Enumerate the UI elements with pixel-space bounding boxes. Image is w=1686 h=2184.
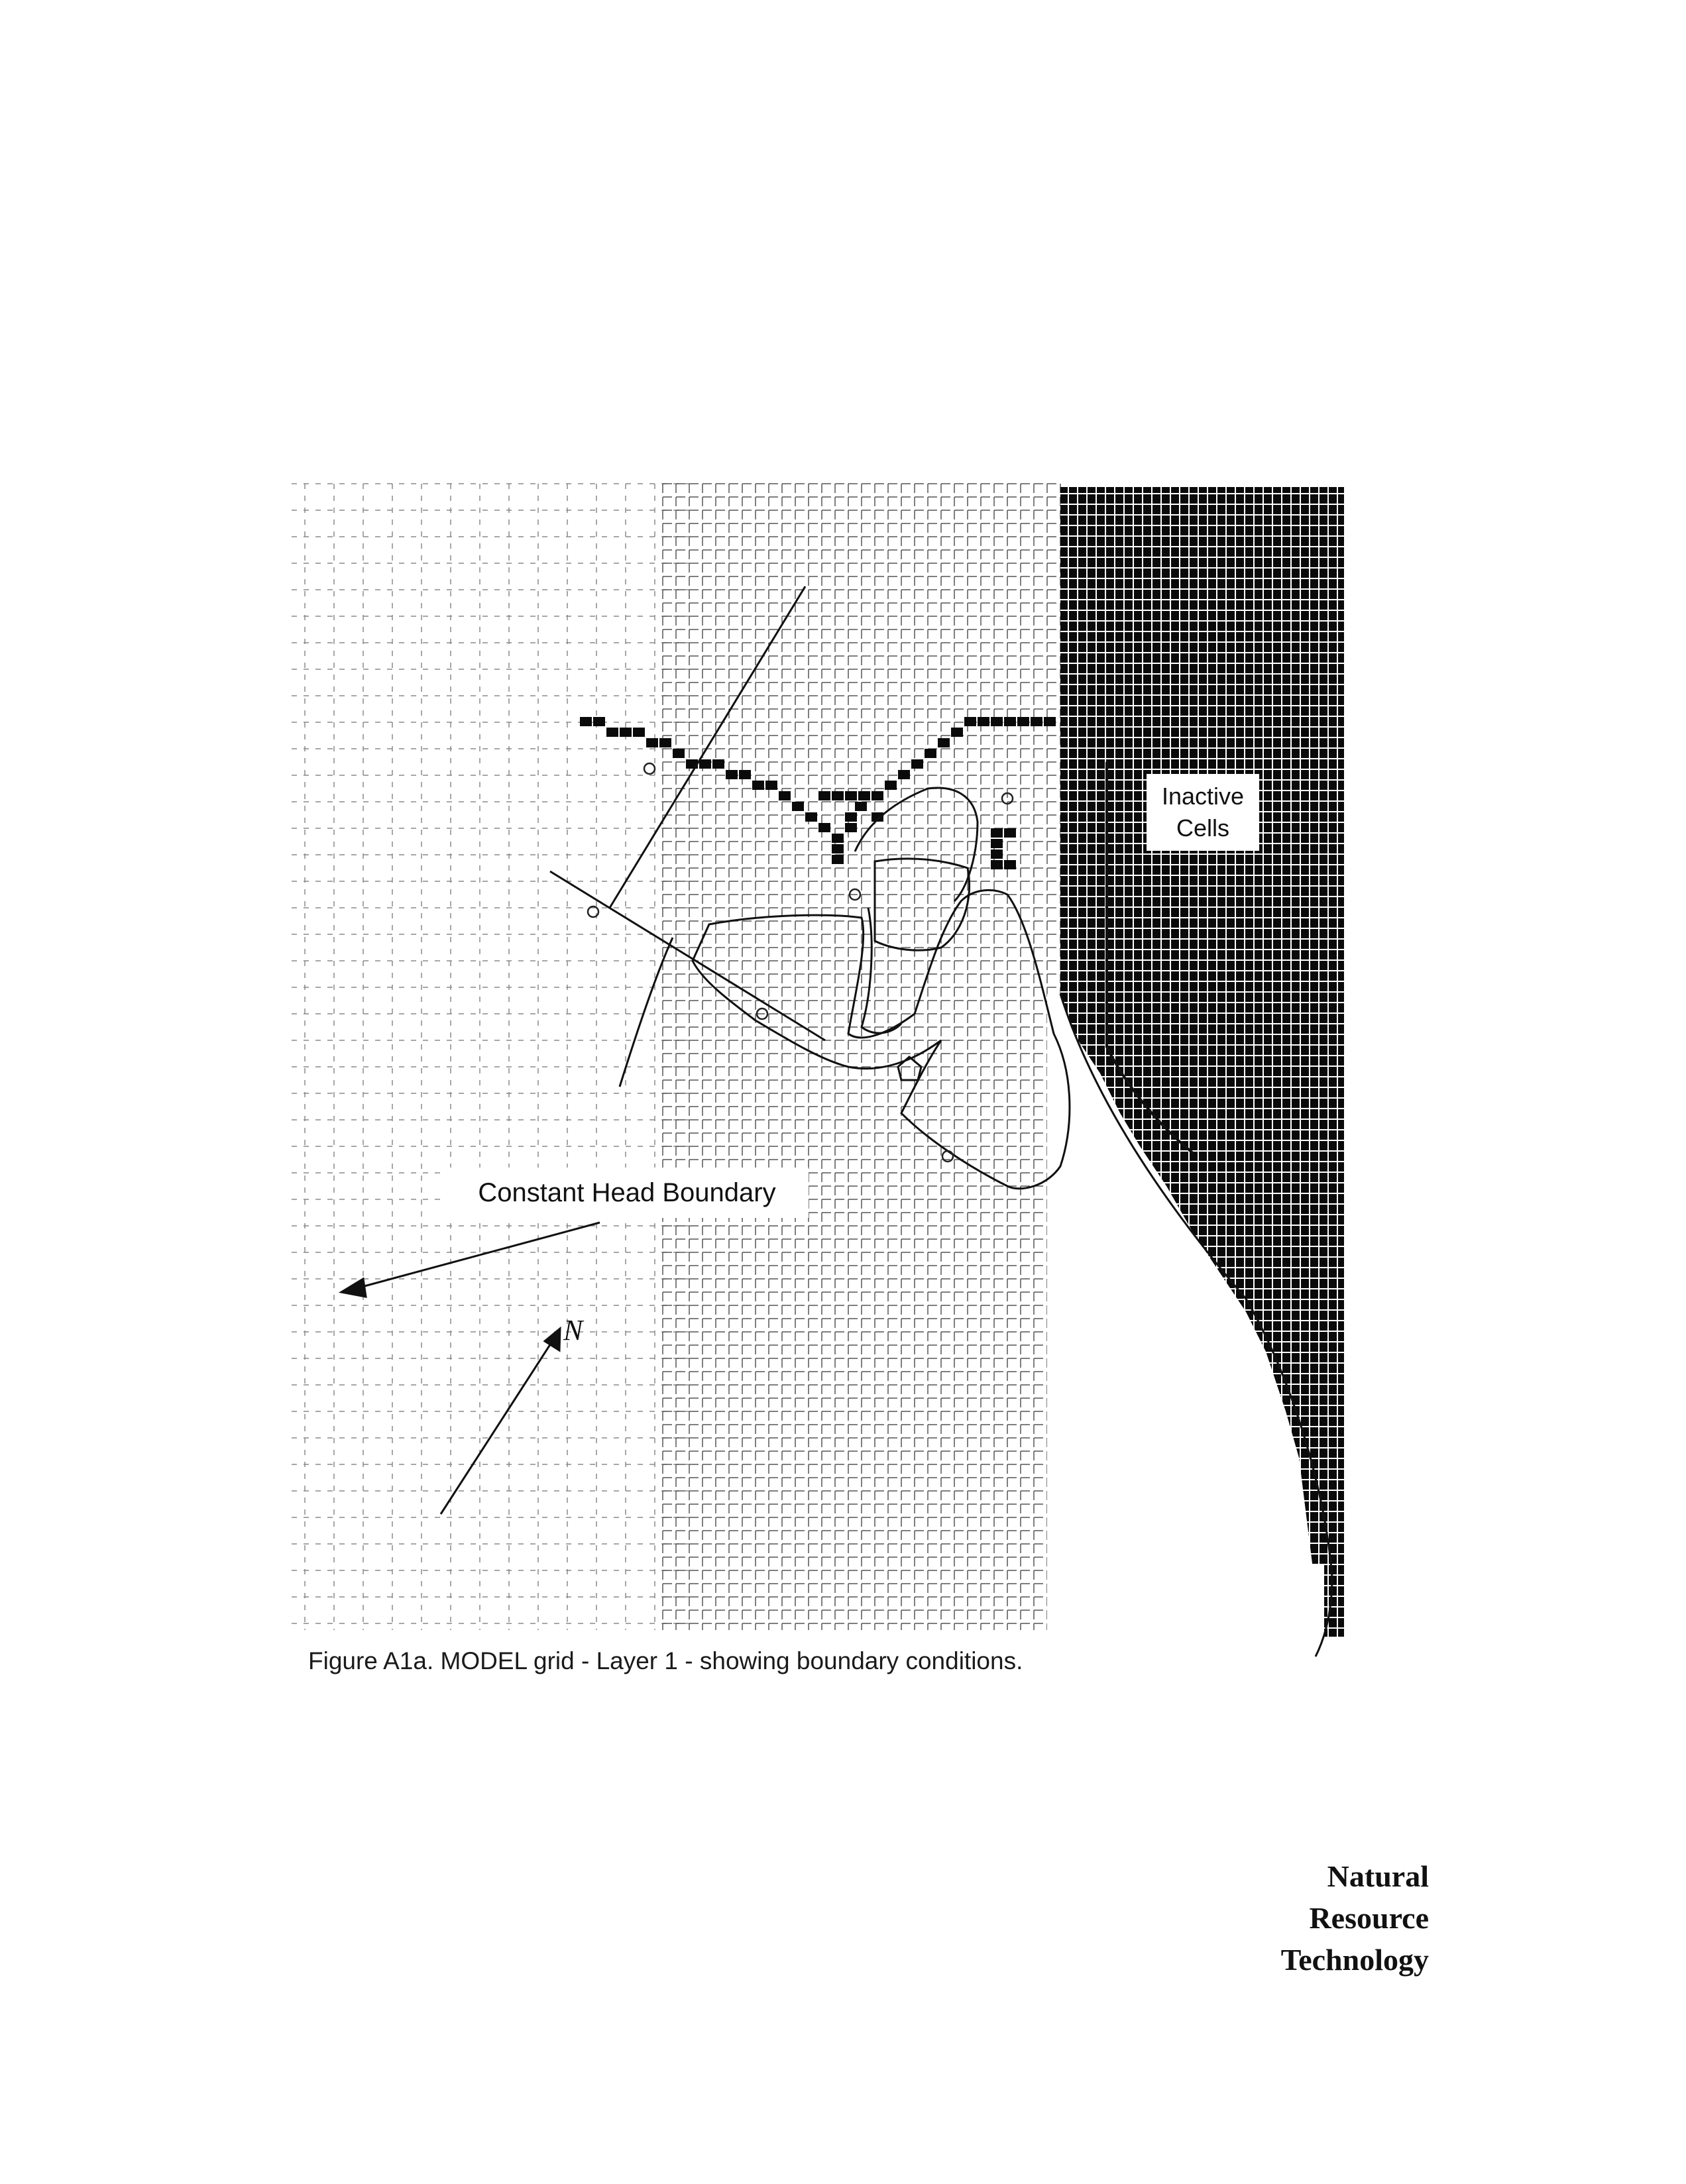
river-line (620, 938, 673, 1087)
company-logo-text (1281, 1855, 1429, 1981)
logo-line-1: Natural (1327, 1859, 1429, 1893)
inactive-label-line1: Inactive (1161, 783, 1245, 810)
river-cell (925, 749, 936, 758)
river-cell (752, 781, 764, 790)
inactive-cells-label (1147, 774, 1259, 851)
river-cell (871, 791, 883, 800)
river-cell (951, 728, 963, 737)
transect-line-1 (610, 586, 805, 908)
ash-basin-outline (855, 788, 978, 901)
river-cell (885, 781, 897, 790)
model-grid-refined (663, 484, 1060, 1630)
north-arrow-line (441, 1338, 554, 1514)
river-cell (792, 802, 804, 811)
constant-head-boundary-label: Constant Head Boundary (445, 1168, 809, 1218)
river-cell (991, 828, 1003, 838)
river-cell (805, 812, 817, 822)
river-cell (726, 770, 738, 779)
river-cell (1044, 717, 1056, 726)
river-boundary-cells (580, 717, 1056, 869)
river-cell (911, 759, 923, 769)
transect-line-2 (550, 871, 825, 1040)
well-markers (588, 763, 1013, 1162)
logo-line-2: Resource (1309, 1901, 1429, 1935)
river-cell (699, 759, 711, 769)
pond-outline (875, 859, 970, 950)
river-cell (978, 717, 989, 726)
well-marker (644, 763, 655, 774)
river-cell (818, 823, 830, 832)
river-cell (991, 839, 1003, 848)
river-cell (779, 791, 791, 800)
constant-head-arrowhead (341, 1279, 366, 1297)
river-cell (818, 791, 830, 800)
north-label: N (563, 1314, 583, 1346)
figure-caption: Figure A1a. MODEL grid - Layer 1 - showing boundary conditions. (308, 1647, 1023, 1674)
annotation-arrows (341, 1223, 600, 1514)
river-cell (1004, 717, 1016, 726)
river-cell (832, 855, 844, 864)
river-cell (646, 738, 658, 747)
river-cell (845, 823, 857, 832)
river-cell (580, 717, 592, 726)
constant-head-arrow-line (355, 1223, 600, 1289)
river-cell (938, 738, 950, 747)
river-cell (1004, 860, 1016, 869)
river-cell (620, 728, 632, 737)
inactive-label-line2: Cells (1176, 814, 1229, 842)
river-cell (673, 749, 685, 758)
river-cell (991, 717, 1003, 726)
inactive-cells-region (1047, 487, 1344, 1637)
river-cell (964, 717, 976, 726)
river-cell (739, 770, 751, 779)
river-cell (832, 844, 844, 853)
river-cell (593, 717, 605, 726)
river-cell (845, 812, 857, 822)
site-boundary-outline (693, 890, 1070, 1188)
river-cell (991, 849, 1003, 859)
river-cell (898, 770, 910, 779)
river-cell (765, 781, 777, 790)
river-cell (832, 834, 844, 843)
river-cell (991, 860, 1003, 869)
river-cell (633, 728, 645, 737)
river-cell (832, 791, 844, 800)
river-cell (1031, 717, 1042, 726)
river-cell (858, 791, 870, 800)
river-cell (855, 802, 867, 811)
river-cell (659, 738, 671, 747)
river-cell (606, 728, 618, 737)
logo-line-3: Technology (1280, 1943, 1429, 1977)
river-cell (845, 791, 857, 800)
river-cell (712, 759, 724, 769)
river-cell (1004, 828, 1016, 838)
river-cell (1017, 717, 1029, 726)
